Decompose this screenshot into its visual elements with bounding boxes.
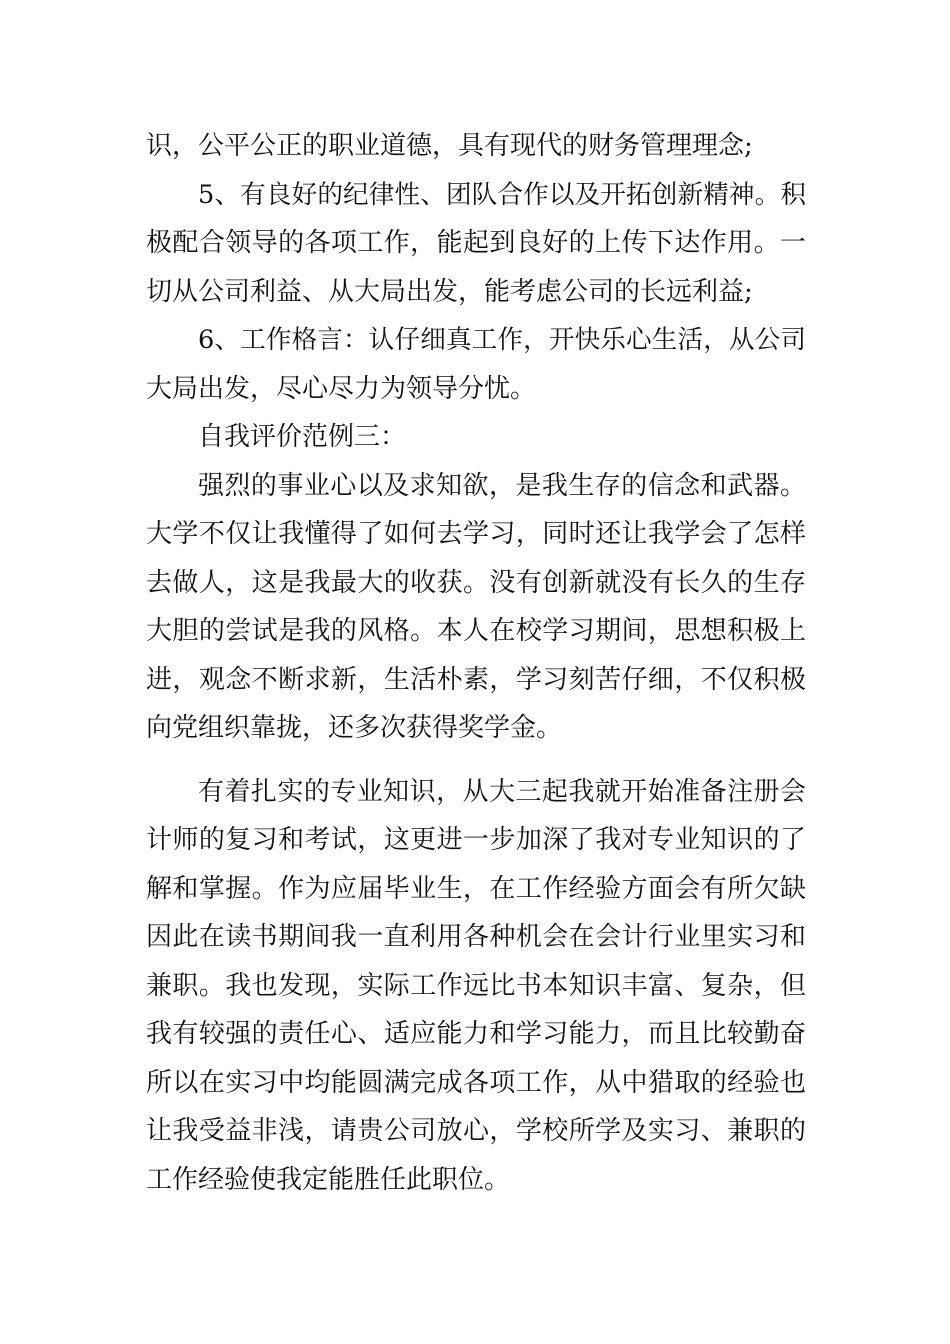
text-line: 大局出发，尽心尽力为领导分忧。 — [146, 373, 537, 404]
text-line: 大胆的尝试是我的风格。本人在校学习期间，思想积极上 — [146, 616, 806, 646]
paragraph-gap — [146, 753, 806, 768]
document-body — [146, 122, 806, 1204]
text-line: 切从公司利益、从大局出发，能考虑公司的长远利益; — [146, 276, 753, 307]
section-heading: 自我评价范例三： — [198, 422, 407, 452]
text-line: 大学不仅让我懂得了如何去学习，同时还让我学会了怎样 — [146, 519, 806, 549]
text-line: 5、有良好的纪律性、团队合作以及开拓创新精神。积 — [198, 179, 806, 210]
text-line: 去做人，这是我最大的收获。没有创新就没有长久的生存 — [146, 567, 806, 598]
text-line: 进，观念不断求新，生活朴素，学习刻苦仔细，不仅积极 — [146, 664, 806, 695]
text-line: 强烈的事业心以及求知欲，是我生存的信念和武器。 — [198, 470, 806, 501]
text-line: 让我受益非浅，请贵公司放心，学校所学及实习、兼职的 — [146, 1116, 806, 1146]
text-line: 因此在读书期间我一直利用各种机会在会计行业里实习和 — [146, 922, 806, 952]
text-line: 极配合领导的各项工作，能起到良好的上传下达作用。一 — [146, 228, 806, 258]
text-line: 有着扎实的专业知识，从大三起我就开始准备注册会 — [198, 776, 806, 807]
text-line: 我有较强的责任心、适应能力和学习能力，而且比较勤奋 — [146, 1019, 806, 1049]
text-line: 解和掌握。作为应届毕业生，在工作经验方面会有所欠缺 — [146, 873, 806, 904]
text-line: 计师的复习和考试，这更进一步加深了我对专业知识的了 — [146, 825, 806, 855]
text-line: 工作经验使我定能胜任此职位。 — [146, 1164, 511, 1195]
text-line: 所以在实习中均能圆满完成各项工作，从中猎取的经验也 — [146, 1067, 806, 1098]
text-line: 兼职。我也发现，实际工作远比书本知识丰富、复杂，但 — [146, 970, 806, 1001]
text-line: 向党组织靠拢，还多次获得奖学金。 — [146, 713, 563, 743]
text-line: 6、工作格言：认仔细真工作，开快乐心生活，从公司 — [198, 325, 806, 355]
text-line: 识，公平公正的职业道德，具有现代的财务管理理念; — [146, 131, 753, 161]
